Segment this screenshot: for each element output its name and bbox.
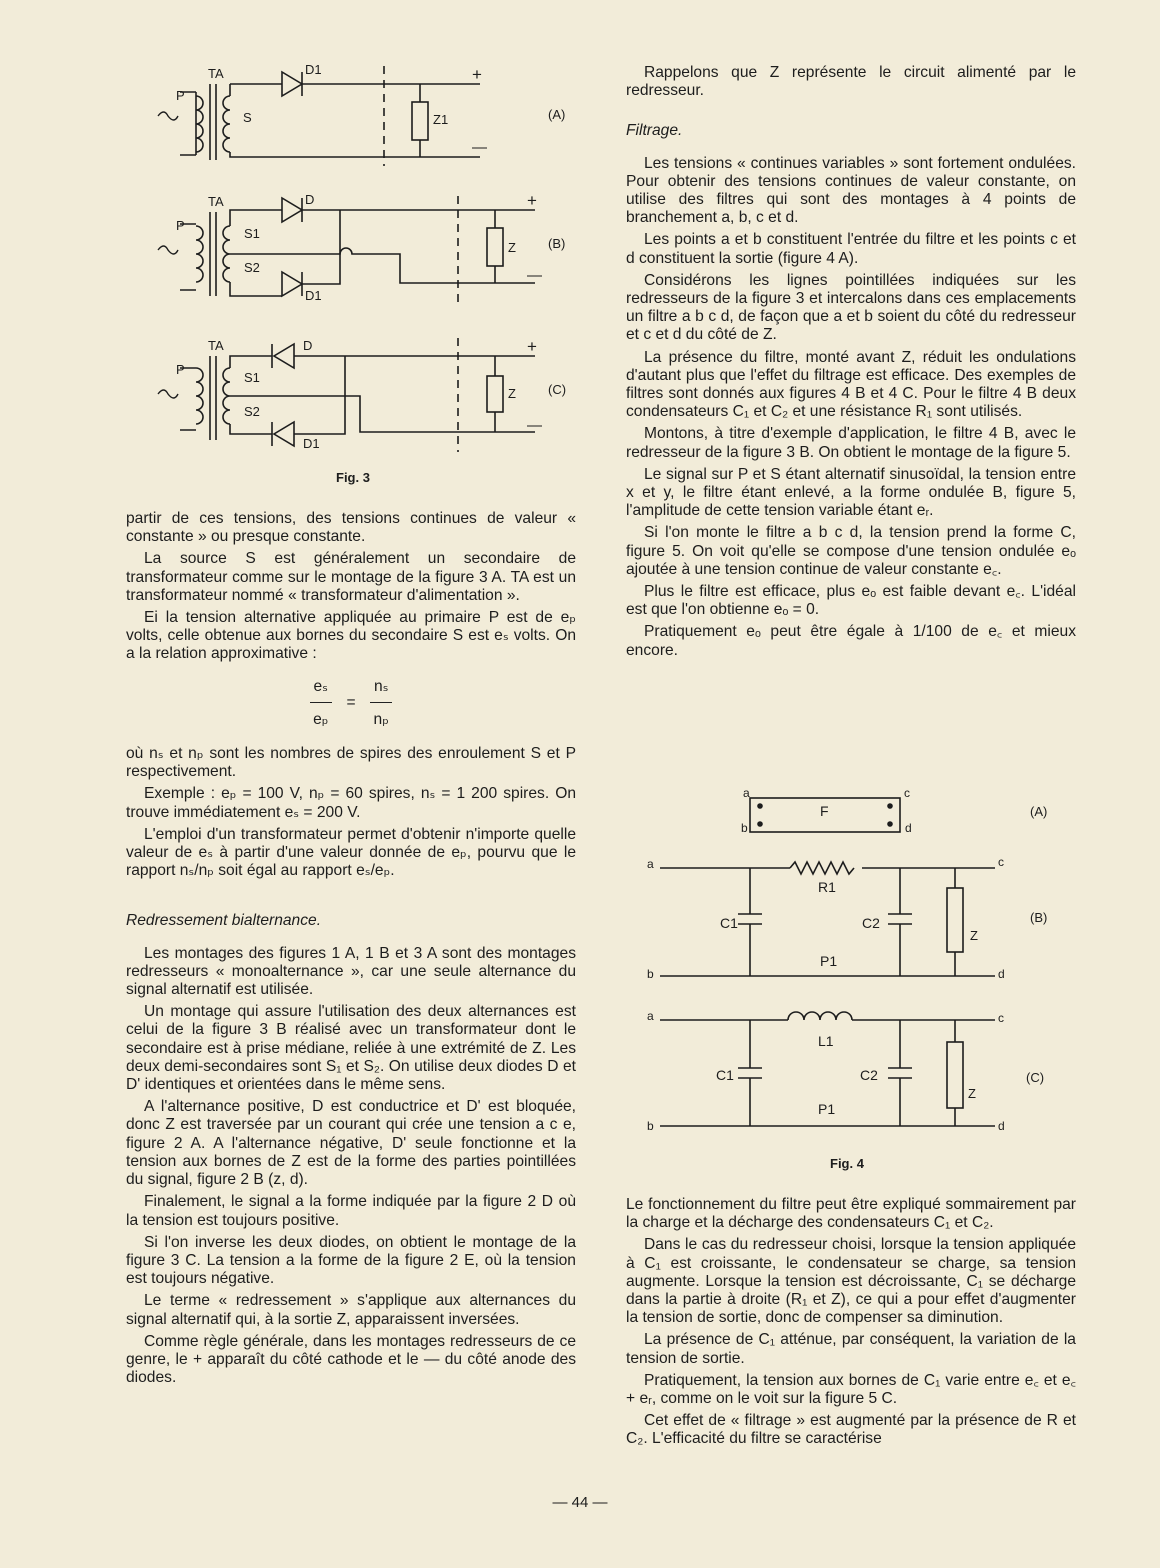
- label-d-4c: d: [998, 1119, 1005, 1133]
- resistor-z-4b: [947, 888, 963, 952]
- label-s2-b: S2: [244, 260, 260, 275]
- right-paragraph: Les tensions « continues variables » sont fortement ondulées. Pour obtenir des tensions continues de valeur constante, on utilise des filtres qui sont des montages à 4 points de branchement a, b, c et d.: [626, 154, 1076, 227]
- label-z-b: Z: [508, 240, 516, 255]
- label-d1-c: D1: [303, 436, 320, 451]
- label-c1-4c: C1: [716, 1067, 734, 1083]
- label-d1-b: D1: [305, 288, 322, 303]
- label-r1: R1: [818, 879, 836, 895]
- label-p1-4b: P1: [820, 953, 838, 969]
- label-l1: L1: [818, 1033, 834, 1049]
- inductor-l1: [788, 1012, 852, 1020]
- label-pc: (C): [1026, 1070, 1045, 1085]
- left-paragraph: Le terme « redressement » s'applique aux alternances du signal alternatif qui, à la sortie Z, apparaissent inversées.: [126, 1292, 576, 1328]
- label-d1-a: D1: [305, 62, 322, 77]
- right-paragraph: La présence du filtre, monté avant Z, réduit les ondulations d'autant plus que l'effet du filtrage est efficace. Des exemples de filtres sont donnés aux figures 4 B et 4 C. Pour le filtre 4 B deux condensateurs C₁ et C₂ et une résistance R₁ sont utilisés.: [626, 348, 1076, 421]
- label-d-c: D: [303, 338, 313, 353]
- resistor-z-4c: [947, 1042, 963, 1108]
- eq-den-1: eₚ: [313, 710, 329, 728]
- left-paragraph: La source S est généralement un secondaire de transformateur comme sur le montage de la figure 3 A. TA est un transformateur nommé « transformateur d'alimentation ».: [126, 550, 576, 604]
- left-paragraph: L'emploi d'un transformateur permet d'obtenir n'importe quelle valeur de eₛ à partir d'une valeur donnée de eₚ, pourvu que le rapport nₛ/nₚ soit égal au rapport eₛ/eₚ.: [126, 825, 576, 880]
- right-paragraph: Le fonctionnement du filtre peut être expliqué sommairement par la charge et la décharge des condensateurs C₁ et C₂.: [626, 1196, 1076, 1232]
- left-paragraph: Exemple : eₚ = 100 V, nₚ = 60 spires, nₛ = 1 200 spires. On trouve immédiatement eₛ = 200 V.: [126, 785, 576, 821]
- label-pa: (A): [1030, 804, 1048, 819]
- right-paragraph: La présence de C₁ atténue, par conséquent, la variation de la tension de sortie.: [626, 1331, 1076, 1367]
- left-paragraph: Comme règle générale, dans les montages redresseurs de ce genre, le + apparaît du côté cathode et le — du côté anode des diodes.: [126, 1332, 576, 1387]
- label-minus-b: —: [527, 267, 542, 284]
- label-ta-a: TA: [208, 66, 224, 81]
- left-paragraph: A l'alternance positive, D est conductrice et D' est bloquée, donc Z est traversée par un courant qui crée une tension a c e, figure 2 A. A l'alternance négative, D' seule fonctionne et la tension aux bornes de Z est de la forme des parties pointillées du signal, figure 2 B (z, d).: [126, 1098, 576, 1189]
- label-c2-4b: C2: [862, 915, 880, 931]
- right-paragraph: Si l'on monte le filtre a b c d, la tension prend la forme C, figure 5. On voit qu'elle se compose d'une tension ondulée eₒ ajoutée à une tension continue de valeur constante e꜀.: [626, 524, 1076, 578]
- right-paragraph: Pratiquement eₒ peut être égale à 1/100 de e꜀ et mieux encore.: [626, 623, 1076, 659]
- label-d-b: D: [305, 192, 315, 207]
- eq-num-2: nₛ: [370, 678, 393, 703]
- left-paragraph: Les montages des figures 1 A, 1 B et 3 A sont des montages redresseurs « monoalternance », car une seule alternance du signal alternatif est utilisée.: [126, 944, 576, 999]
- left-paragraph: partir de ces tensions, des tensions continues de valeur « constante » ou presque constante.: [126, 510, 576, 546]
- label-b: (B): [548, 236, 566, 251]
- label-d-4a: d: [905, 821, 912, 835]
- label-b-4a: b: [741, 821, 748, 835]
- right-paragraph: Le signal sur P et S étant alternatif sinusoïdal, la tension entre x et y, le filtre étant enlevé, a la forme ondulée B, figure 5, l'amplitude de cette tension variable étant eᵣ.: [626, 465, 1076, 520]
- label-a-4c: a: [647, 1009, 654, 1023]
- label-c-4a: c: [904, 786, 910, 800]
- label-b-4c: b: [647, 1119, 654, 1133]
- left-paragraph: où nₛ et nₚ sont les nombres de spires des enroulement S et P respectivement.: [126, 745, 576, 781]
- label-c1-4b: C1: [720, 915, 738, 931]
- label-s1-b: S1: [244, 226, 260, 241]
- label-s-a: S: [243, 110, 252, 125]
- label-z-4c: Z: [968, 1086, 976, 1101]
- left-paragraph: Ei la tension alternative appliquée au primaire P est de eₚ volts, celle obtenue aux bornes du secondaire S est eₛ volts. On a la relation approximative :: [126, 609, 576, 663]
- label-a-4b: a: [647, 857, 654, 871]
- label-ta-c: TA: [208, 338, 224, 353]
- label-p-b: P: [176, 218, 185, 233]
- figure-3-caption: Fig. 3: [336, 470, 370, 485]
- resistor-r1: [790, 862, 854, 874]
- right-paragraph: Les points a et b constituent l'entrée du filtre et les points c et d constituent la sortie (figure 4 A).: [626, 231, 1076, 267]
- label-z1-a: Z1: [433, 112, 449, 127]
- left-paragraph: Un montage qui assure l'utilisation des deux alternances est celui de la figure 3 B réalisé avec un transformateur dont le secondaire est à prise médiane, reliée à une extrémité de Z. Les deux demi-secondaires sont S₁ et S₂. On utilise deux diodes D et D' identiques et orientées dans le même sens.: [126, 1003, 576, 1094]
- label-pb: (B): [1030, 910, 1048, 925]
- right-paragraph: Plus le filtre est efficace, plus eₒ est faible devant e꜀. L'idéal est que l'on obtienne eₒ = 0.: [626, 583, 1076, 619]
- right-paragraph: Considérons les lignes pointillées indiquées sur les redresseurs de la figure 3 et intercalons dans ces emplacements un filtre a b c d, de façon que a et b soient du côté du redresseur et c et d du côté de Z.: [626, 271, 1076, 344]
- right-paragraph: Cet effet de « filtrage » est augmenté par la présence de R et C₂. L'efficacité du filtre se caractérise: [626, 1412, 1076, 1448]
- page-number: — 44 —: [552, 1494, 608, 1511]
- eq-num-1: eₛ: [310, 678, 333, 703]
- label-plus-c: +: [527, 337, 537, 356]
- label-p-c: P: [176, 362, 185, 377]
- label-c: (C): [548, 382, 567, 397]
- label-minus-c: —: [527, 417, 542, 434]
- label-p-a: P: [176, 88, 185, 103]
- label-d-4b: d: [998, 967, 1005, 981]
- label-c-4c: c: [998, 1011, 1004, 1025]
- section-heading-filtrage: Filtrage.: [626, 122, 683, 140]
- label-s1-c: S1: [244, 370, 260, 385]
- label-a-4a: a: [743, 786, 750, 800]
- right-paragraph: Rappelons que Z représente le circuit alimenté par le redresseur.: [626, 64, 1076, 100]
- label-z-4b: Z: [970, 928, 978, 943]
- right-paragraph: Montons, à titre d'exemple d'application, le filtre 4 B, avec le redresseur de la figure 3 B. On obtient le montage de la figure 5.: [626, 425, 1076, 461]
- label-f: F: [820, 803, 829, 819]
- right-paragraph: Dans le cas du redresseur choisi, lorsque la tension appliquée à C₁ est croissante, le condensateur se charge, sa tension augmente. Lorsque la tension est décroissante, C₁ se décharge dans la partie à droite (R₁ et Z), ce qui a pour effet d'augmenter la tension de sortie, donc de compenser sa diminution.: [626, 1236, 1076, 1327]
- left-paragraph: Finalement, le signal a la forme indiquée par la figure 2 D où la tension est toujours positive.: [126, 1193, 576, 1229]
- label-p1-4c: P1: [818, 1101, 836, 1117]
- label-minus-a: —: [472, 139, 487, 156]
- right-column-bottom: [626, 1196, 1076, 1453]
- label-plus-a: +: [472, 65, 482, 84]
- label-c-4b: c: [998, 855, 1004, 869]
- left-paragraph: Si l'on inverse les deux diodes, on obtient le montage de la figure 3 C. La tension a la forme de la figure 2 E, où la tension est toujours négative.: [126, 1233, 576, 1288]
- label-ta-b: TA: [208, 194, 224, 209]
- label-plus-b: +: [527, 191, 537, 210]
- label-z-c: Z: [508, 386, 516, 401]
- label-c2-4c: C2: [860, 1067, 878, 1083]
- label-s2-c: S2: [244, 404, 260, 419]
- eq-den-2: nₚ: [373, 710, 389, 728]
- right-paragraph: Pratiquement, la tension aux bornes de C₁ varie entre e꜀ et e꜀ + eᵣ, comme on le voit sur la figure 5 C.: [626, 1371, 1076, 1408]
- label-b-4b: b: [647, 967, 654, 981]
- eq-equals: =: [346, 694, 356, 712]
- section-heading-redressement: Redressement bialternance.: [126, 912, 322, 930]
- label-a: (A): [548, 107, 566, 122]
- figure-4-caption: Fig. 4: [830, 1156, 864, 1171]
